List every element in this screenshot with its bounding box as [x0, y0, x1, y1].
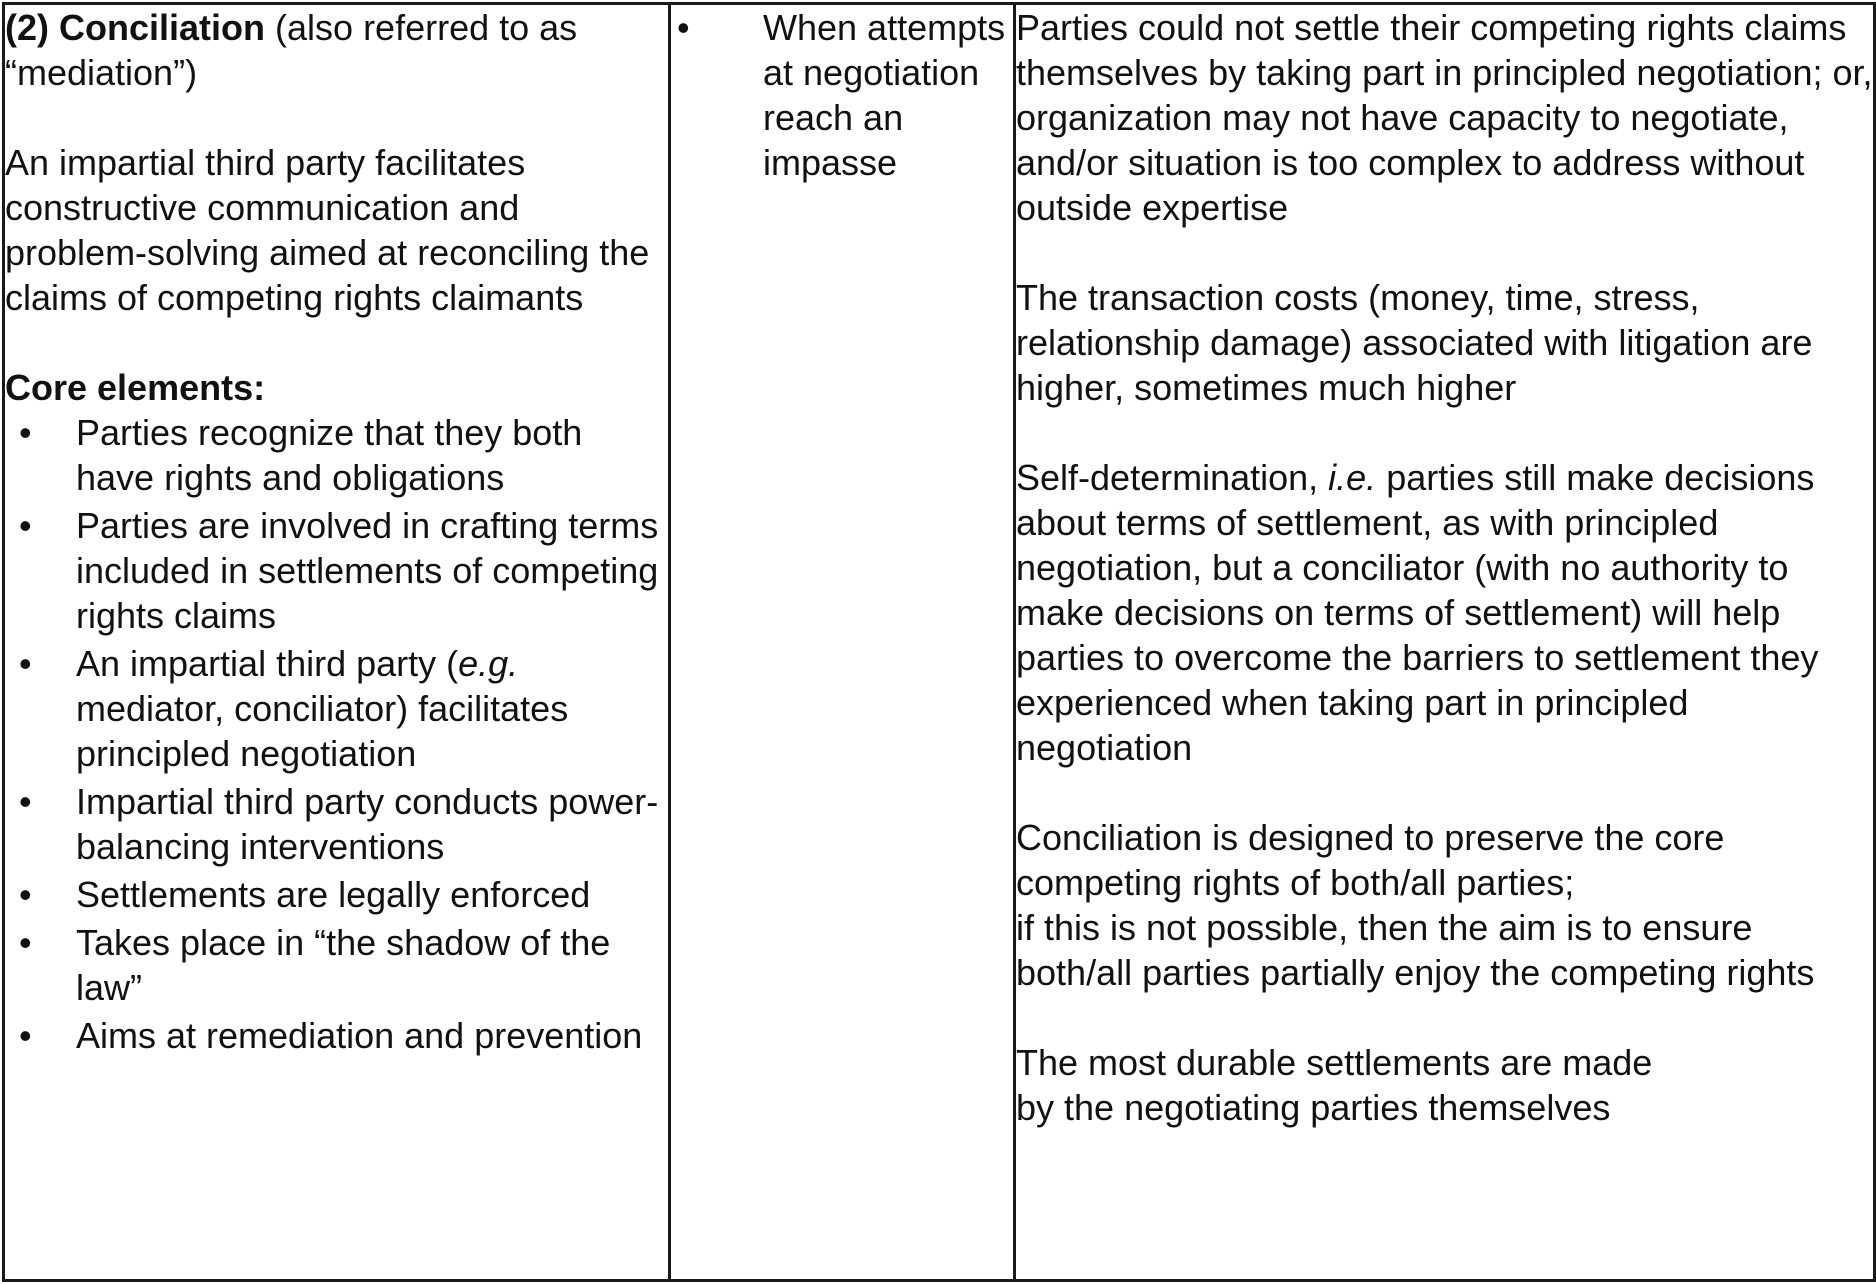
list-item-text: When attempts at negotiation reach an impasse [763, 7, 1006, 183]
paragraph-text-italic: i.e. [1328, 457, 1377, 498]
list-item-text: Parties recognize that they both have rights and obligations [76, 412, 583, 498]
list-item-text: Settlements are legally enforced [76, 874, 591, 915]
when-to-use-cell [670, 4, 1015, 1281]
heading-note: (also referred to as “mediation”) [5, 7, 578, 93]
paragraph-text-part: parties still make decisions about terms of settlement, as with principled negotiation, but a conciliator (with no authority to make decisions on terms of settlement) will help parties to overcome the barriers to settlement they experienced when taking part in principled negotiation [1016, 457, 1819, 768]
list-item-text-italic: e.g. [458, 643, 519, 684]
bullet-icon: • [19, 874, 32, 915]
table-row [4, 4, 1875, 1281]
list-item [5, 641, 668, 776]
core-elements-heading: Core elements: [5, 367, 266, 408]
paragraph-line: by the negotiating parties themselves [1016, 1087, 1611, 1128]
rationale-paragraph [1016, 455, 1873, 770]
list-item-text [76, 643, 568, 774]
bullet-icon: • [677, 7, 690, 48]
list-item-text: Impartial third party conducts power-balancing interventions [76, 781, 659, 867]
list-item [5, 779, 668, 869]
rationale-cell [1015, 4, 1875, 1281]
heading-name: Conciliation [59, 7, 266, 48]
list-item-text: Aims at remediation and prevention [76, 1015, 643, 1056]
method-cell [4, 4, 670, 1281]
bullet-icon: • [19, 781, 32, 822]
core-elements-list [5, 410, 668, 1058]
list-item-text: Parties are involved in crafting terms included in settlements of competing rights claims [76, 505, 659, 636]
method-description: An impartial third party facilitates constructive communication and problem-solving aimed at reconciling the claims of competing rights claimants [5, 142, 650, 318]
bullet-icon: • [19, 1015, 32, 1056]
paragraph-line: Conciliation is designed to preserve the core competing rights of both/all parties; [1016, 817, 1725, 903]
core-elements-section [5, 365, 668, 1058]
bullet-icon: • [19, 412, 32, 453]
heading-number: (2) [5, 7, 49, 48]
paragraph-line: if this is not possible, then the aim is to ensure both/all parties partially enjoy the competing rights [1016, 907, 1815, 993]
list-item-text-part: An impartial third party ( [76, 643, 459, 684]
list-item [5, 920, 668, 1010]
rationale-paragraph [1016, 1040, 1873, 1130]
rationale-paragraph: The transaction costs (money, time, stress, relationship damage) associated with litigation are higher, sometimes much higher [1016, 277, 1813, 408]
list-item [5, 1013, 668, 1058]
conciliation-table [2, 2, 1876, 1282]
paragraph-line: The most durable settlements are made [1016, 1042, 1653, 1083]
when-to-use-list [671, 5, 1013, 185]
list-item [671, 5, 1013, 185]
list-item-text: Takes place in “the shadow of the law” [76, 922, 611, 1008]
paragraph-text-part: Self-determination, [1016, 457, 1329, 498]
bullet-icon: • [19, 922, 32, 963]
bullet-icon: • [19, 505, 32, 546]
list-item-text-part: mediator, conciliator) facilitates principled negotiation [76, 688, 569, 774]
rationale-paragraph: Parties could not settle their competing rights claims themselves by taking part in principled negotiation; or, organization may not have capacity to negotiate, and/or situation is too complex to address without outside expertise [1016, 7, 1873, 228]
list-item [5, 410, 668, 500]
list-item [5, 872, 668, 917]
list-item [5, 503, 668, 638]
method-heading [5, 5, 668, 95]
bullet-icon: • [19, 643, 32, 684]
rationale-paragraph [1016, 815, 1873, 995]
